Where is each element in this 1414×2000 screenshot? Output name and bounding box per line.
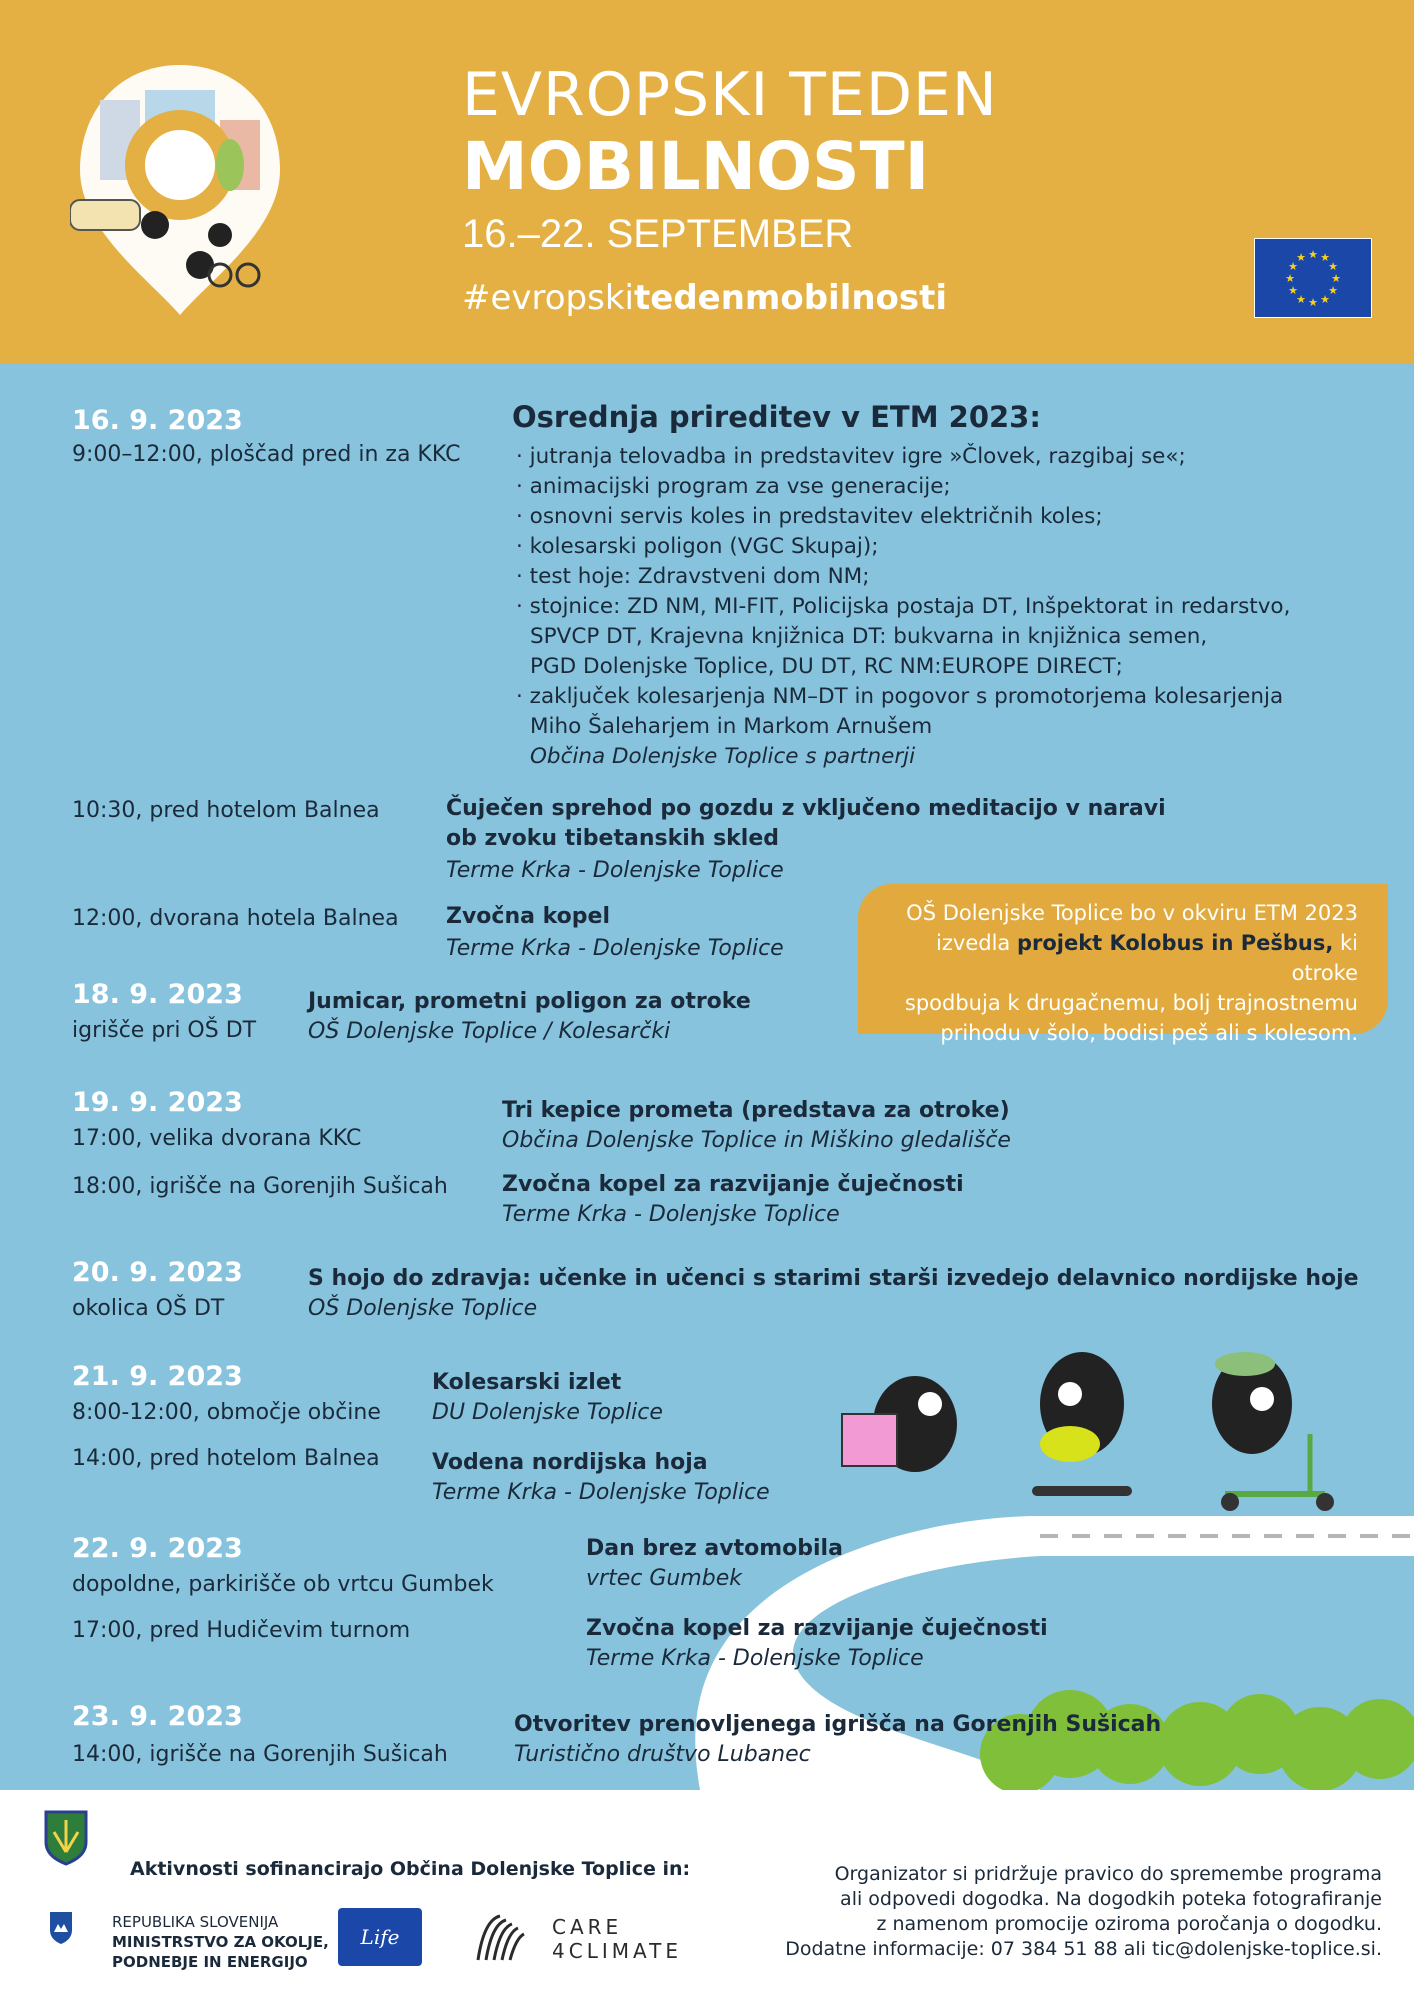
location-19-e2: 18:00, igrišče na Gorenjih Sušicah xyxy=(72,1174,448,1199)
disclaimer-line: ali odpovedi dogodka. Na dogodkih poteka fotografiranje xyxy=(840,1888,1382,1910)
location-20: okolica OŠ DT xyxy=(72,1296,225,1321)
bullet-item: · test hoje: Zdravstveni dom NM; xyxy=(516,562,1290,592)
date-18: 18. 9. 2023 xyxy=(72,979,243,1010)
hashtag-regular: #evropski xyxy=(462,278,634,318)
callout-line-2 xyxy=(868,928,1358,988)
callout-line-1: OŠ Dolenjske Toplice bo v okviru ETM 2023 xyxy=(906,901,1358,925)
location-16-e2: 10:30, pred hotelom Balnea xyxy=(72,798,380,823)
title-16-e3: Zvočna kopel xyxy=(446,904,610,929)
ministry-logo xyxy=(112,1912,329,1972)
location-18: igrišče pri OŠ DT xyxy=(72,1018,257,1043)
title-16-e2-line1: Čuječen sprehod po gozdu z vključeno meditacijo v naravi xyxy=(446,796,1166,821)
svg-text:★: ★ xyxy=(1328,260,1338,273)
svg-text:★: ★ xyxy=(1296,251,1306,264)
bullet-item: · osnovni servis koles in predstavitev električnih koles; xyxy=(516,502,1290,532)
date-21: 21. 9. 2023 xyxy=(72,1361,243,1392)
organizer-22-e1: vrtec Gumbek xyxy=(586,1566,742,1591)
svg-text:★: ★ xyxy=(1296,293,1306,306)
callout-text: izvedla xyxy=(936,931,1017,955)
svg-text:★: ★ xyxy=(1285,272,1295,285)
hashtag-bold: tedenmobilnosti xyxy=(634,278,948,318)
date-20: 20. 9. 2023 xyxy=(72,1257,243,1288)
disclaimer xyxy=(785,1862,1382,1962)
callout-bold: projekt Kolobus in Pešbus, xyxy=(1016,931,1334,955)
organizer-21-e1: DU Dolenjske Toplice xyxy=(432,1400,663,1425)
svg-text:★: ★ xyxy=(1320,251,1330,264)
location-22-e1: dopoldne, parkirišče ob vrtcu Gumbek xyxy=(72,1572,494,1597)
title-19-e2: Zvočna kopel za razvijanje čuječnosti xyxy=(502,1172,964,1197)
callout-text: ki otroke xyxy=(1291,931,1358,985)
location-23: 14:00, igrišče na Gorenjih Sušicah xyxy=(72,1742,448,1767)
title-16-e2-line2: ob zvoku tibetanskih skled xyxy=(446,826,780,851)
title-22-e1: Dan brez avtomobila xyxy=(586,1536,843,1561)
life-logo-text: Life xyxy=(360,1925,400,1949)
ministry-line-1: REPUBLIKA SLOVENIJA xyxy=(112,1913,279,1931)
main-event-organizer: Občina Dolenjske Toplice s partnerji xyxy=(530,744,916,769)
kolobus-callout xyxy=(858,884,1388,1045)
svg-text:★: ★ xyxy=(1328,284,1338,297)
title-line-1: EVROPSKI TEDEN xyxy=(462,60,998,130)
svg-text:★: ★ xyxy=(1308,296,1318,309)
hashtag xyxy=(462,278,947,318)
main-event-bullets xyxy=(516,442,1290,772)
title-20: S hojo do zdravja: učenke in učenci s starimi starši izvedejo delavnico nordijske hoje xyxy=(308,1266,1359,1291)
organizer-21-e2: Terme Krka - Dolenjske Toplice xyxy=(432,1480,770,1505)
ministry-line-3: PODNEBJE IN ENERGIJO xyxy=(112,1953,308,1971)
disclaimer-line: z namenom promocije oziroma poročanja o dogodku. xyxy=(876,1913,1382,1935)
location-19-e1: 17:00, velika dvorana KKC xyxy=(72,1126,362,1151)
ministry-line-2: MINISTRSTVO ZA OKOLJE, xyxy=(112,1933,329,1951)
sponsor-text: Aktivnosti sofinancirajo Občina Dolenjske Toplice in: xyxy=(130,1858,691,1880)
date-16: 16. 9. 2023 xyxy=(72,405,243,436)
title-19-e1: Tri kepice prometa (predstava za otroke) xyxy=(502,1098,1010,1123)
date-22: 22. 9. 2023 xyxy=(72,1533,243,1564)
svg-text:★: ★ xyxy=(1288,260,1298,273)
title-21-e1: Kolesarski izlet xyxy=(432,1370,622,1395)
title-line-2: MOBILNOSTI xyxy=(462,128,930,205)
disclaimer-line: Dodatne informacije: 07 384 51 88 ali tic@dolenjske-toplice.si. xyxy=(785,1938,1382,1960)
svg-text:★: ★ xyxy=(1331,272,1341,285)
bullet-continuation: SPVCP DT, Krajevna knjižnica DT: bukvarna in knjižnica semen, xyxy=(530,624,1208,649)
location-16-main: 9:00–12:00, ploščad pred in za KKC xyxy=(72,442,461,467)
bullet-item: · stojnice: ZD NM, MI-FIT, Policijska postaja DT, Inšpektorat in redarstvo, xyxy=(516,592,1290,622)
disclaimer-line: Organizator si pridržuje pravico do spremembe programa xyxy=(834,1863,1382,1885)
bullet-item: · zaključek kolesarjenja NM–DT in pogovor s promotorjema kolesarjenja xyxy=(516,682,1290,712)
organizer-23: Turistično društvo Lubanec xyxy=(514,1742,811,1767)
organizer-20: OŠ Dolenjske Toplice xyxy=(308,1296,538,1321)
callout-line-4: prihodu v šolo, bodisi peš ali s kolesom. xyxy=(940,1021,1358,1045)
organizer-19-e1: Občina Dolenjske Toplice in Miškino gledališče xyxy=(502,1128,1011,1153)
eu-flag-icon xyxy=(1254,238,1372,318)
header-banner xyxy=(0,0,1414,364)
organizer-16-e2: Terme Krka - Dolenjske Toplice xyxy=(446,858,784,883)
location-pin-illustration xyxy=(70,60,290,320)
title-22-e2: Zvočna kopel za razvijanje čuječnosti xyxy=(586,1616,1048,1641)
location-21-e1: 8:00-12:00, območje občine xyxy=(72,1400,381,1425)
organizer-19-e2: Terme Krka - Dolenjske Toplice xyxy=(502,1202,840,1227)
bullet-continuation: PGD Dolenjske Toplice, DU DT, RC NM:EUROPE DIRECT; xyxy=(530,654,1123,679)
organizer-22-e2: Terme Krka - Dolenjske Toplice xyxy=(586,1646,924,1671)
event-dates: 16.–22. SEPTEMBER xyxy=(462,212,854,256)
svg-text:★: ★ xyxy=(1308,248,1318,261)
svg-text:★: ★ xyxy=(1320,293,1330,306)
care4climate-logo-icon xyxy=(470,1910,530,1966)
callout-line-3: spodbuja k drugačnemu, bolj trajnostnemu xyxy=(904,991,1358,1015)
care4climate-text xyxy=(552,1915,682,1963)
care-line-1: CARE xyxy=(552,1915,623,1939)
life-logo-icon xyxy=(338,1908,422,1966)
organizer-18: OŠ Dolenjske Toplice / Kolesarčki xyxy=(308,1019,671,1044)
date-23: 23. 9. 2023 xyxy=(72,1701,243,1732)
organizer-16-e3: Terme Krka - Dolenjske Toplice xyxy=(446,936,784,961)
title-23: Otvoritev prenovljenega igrišča na Gorenjih Sušicah xyxy=(514,1712,1162,1737)
location-22-e2: 17:00, pred Hudičevim turnom xyxy=(72,1618,411,1643)
municipality-coat-of-arms-icon xyxy=(42,1808,90,1866)
location-16-e3: 12:00, dvorana hotela Balnea xyxy=(72,906,399,931)
bullet-continuation: Miho Šaleharjem in Markom Arnušem xyxy=(530,714,933,739)
bullet-item: · animacijski program za vse generacije; xyxy=(516,472,1290,502)
date-19: 19. 9. 2023 xyxy=(72,1087,243,1118)
title-18: Jumicar, prometni poligon za otroke xyxy=(308,989,751,1014)
location-21-e2: 14:00, pred hotelom Balnea xyxy=(72,1446,380,1471)
bullet-item: · kolesarski poligon (VGC Skupaj); xyxy=(516,532,1290,562)
care-line-2: 4CLIMATE xyxy=(552,1939,682,1963)
bullet-item: · jutranja telovadba in predstavitev igre »Človek, razgibaj se«; xyxy=(516,442,1290,472)
title-21-e2: Vodena nordijska hoja xyxy=(432,1450,708,1475)
main-event-title: Osrednja prireditev v ETM 2023: xyxy=(512,400,1041,434)
svg-text:★: ★ xyxy=(1288,284,1298,297)
slovenia-coat-of-arms-icon xyxy=(48,1910,74,1946)
